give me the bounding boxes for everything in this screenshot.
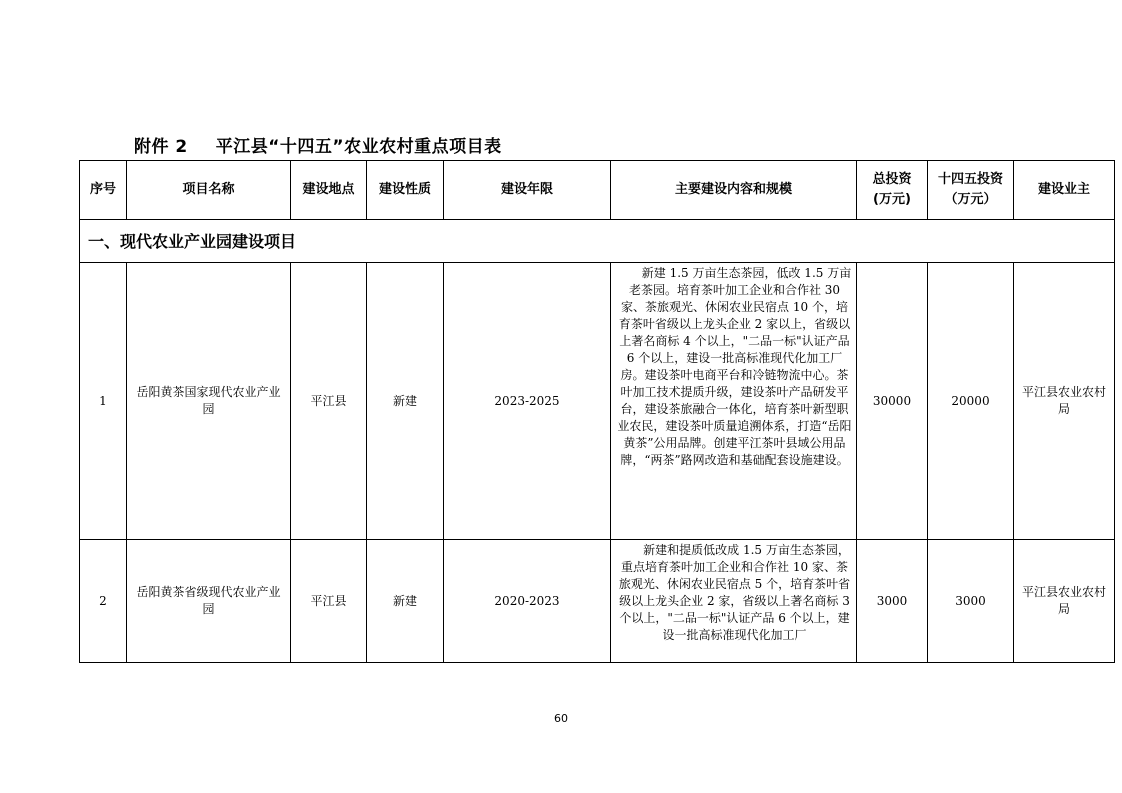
section-row	[80, 220, 1115, 263]
table-row	[80, 540, 1115, 663]
header-name: 项目名称	[127, 161, 291, 220]
cell-nature: 新建	[367, 540, 444, 663]
header-total-line1: 总投资	[872, 172, 912, 187]
cell-fiveyear: 20000	[928, 263, 1014, 540]
header-total-line2: (万元)	[873, 192, 911, 207]
section-title: 一、现代农业产业园建设项目	[80, 220, 1115, 263]
header-nature: 建设性质	[367, 161, 444, 220]
cell-seq: 1	[80, 263, 127, 540]
cell-total: 30000	[857, 263, 928, 540]
cell-location: 平江县	[291, 263, 367, 540]
cell-name: 岳阳黄茶国家现代农业产业园	[127, 263, 291, 540]
cell-total: 3000	[857, 540, 928, 663]
header-seq: 序号	[80, 161, 127, 220]
cell-location: 平江县	[291, 540, 367, 663]
cell-content	[611, 540, 857, 663]
header-total-investment	[857, 161, 928, 220]
header-fiveyear-line2: （万元）	[944, 192, 997, 207]
header-content: 主要建设内容和规模	[611, 161, 857, 220]
cell-fiveyear: 3000	[928, 540, 1014, 663]
page-number: 60	[554, 712, 568, 725]
header-fiveyear-investment	[928, 161, 1014, 220]
content-text: 新建和提质低改成 1.5 万亩生态茶园，重点培育茶叶加工企业和合作社 10 家、茶旅观光、休闲农业民宿点 5 个，培育茶叶省级以上龙头企业 2 家，省级以上著名商标 3 个以上，"二品一标"认证产品 6 个以上，建设一批高标准现代化加工厂	[618, 543, 851, 642]
page-title	[134, 132, 502, 157]
header-row	[80, 161, 1115, 220]
cell-owner: 平江县农业农村局	[1014, 263, 1115, 540]
cell-content	[611, 263, 857, 540]
project-table	[79, 160, 1115, 663]
annex-label: 附件 2	[134, 137, 188, 157]
cell-nature: 新建	[367, 263, 444, 540]
header-owner: 建设业主	[1014, 161, 1115, 220]
cell-owner: 平江县农业农村局	[1014, 540, 1115, 663]
cell-seq: 2	[80, 540, 127, 663]
header-period: 建设年限	[444, 161, 611, 220]
cell-name: 岳阳黄茶省级现代农业产业园	[127, 540, 291, 663]
cell-period: 2023-2025	[444, 263, 611, 540]
header-fiveyear-line1: 十四五投资	[937, 172, 1003, 187]
cell-period: 2020-2023	[444, 540, 611, 663]
content-text: 新建 1.5 万亩生态茶园，低改 1.5 万亩老茶园。培育茶叶加工企业和合作社 30 家、茶旅观光、休闲农业民宿点 10 个，培育茶叶省级以上龙头企业 2 家以上，省级以上著名商标 4 个以上，"二品一标"认证产品 6 个以上，建设一批高标准现代化加工厂房。建设茶叶电商平台和冷链物流中心。茶叶加工技术提质升级，建设茶叶产品研发平台，建设茶旅融合一体化，培育茶叶新型职业农民，建设茶叶质量追溯体系，打造“岳阳黄茶”公用品牌。创建平江茶叶县域公用品牌，“两茶”路网改造和基础配套设施建设。	[617, 266, 852, 467]
title-text: 平江县“十四五”农业农村重点项目表	[215, 137, 502, 157]
table-row	[80, 263, 1115, 540]
header-location: 建设地点	[291, 161, 367, 220]
